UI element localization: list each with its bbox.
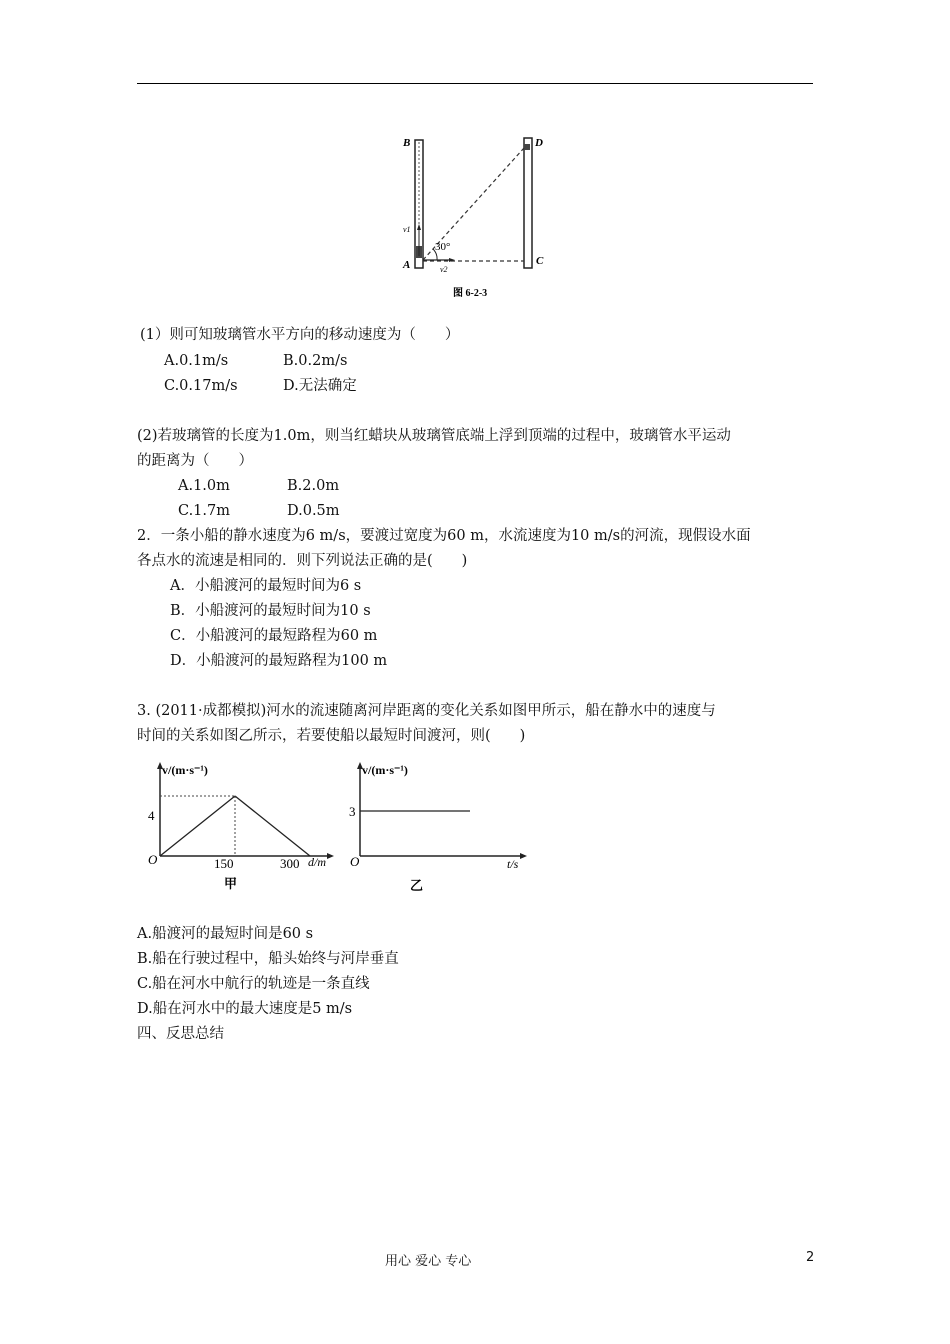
q1-part2-option-c: C.1.7m	[178, 503, 230, 519]
graph-jia-caption: 甲	[224, 876, 238, 891]
graph-yi-ylabel: v/(m·s⁻¹)	[362, 763, 408, 777]
q1-part2-stem-line2: 的距离为（ ）	[137, 453, 253, 469]
header-rule	[137, 83, 813, 84]
graph-jia-y-tick: 4	[148, 808, 155, 823]
graph-yi-xlabel: t/s	[507, 857, 519, 871]
label-v2: v2	[440, 265, 448, 274]
graph-jia-origin: O	[148, 852, 158, 867]
q3-option-a: A.船渡河的最短时间是60 s	[137, 926, 314, 942]
page-number: 2	[806, 1250, 815, 1265]
q1-part1-stem: (1）则可知玻璃管水平方向的移动速度为（ ）	[140, 327, 460, 343]
angle-label: 30°	[435, 241, 451, 253]
graph-yi	[345, 760, 535, 900]
q2-option-d: D．小船渡河的最短路程为100 m	[170, 653, 388, 669]
graph-jia-x-tick-end: 300	[280, 856, 300, 871]
figure-6-2-3	[395, 128, 555, 308]
figure-caption: 图 6-2-3	[453, 288, 488, 299]
graph-yi-origin: O	[350, 854, 360, 869]
q1-part1-option-c: C.0.17m/s	[164, 378, 238, 394]
q2-stem-line1: 2．一条小船的静水速度为6 m/s，要渡过宽度为60 m，水流速度为10 m/s的河流，现假设水面	[137, 528, 751, 544]
q3-option-c: C.船在河水中航行的轨迹是一条直线	[137, 976, 370, 992]
q3-stem-line2: 时间的关系如图乙所示，若要使船以最短时间渡河，则( )	[137, 728, 526, 744]
label-v1: v1	[403, 225, 411, 234]
q3-option-d: D.船在河水中的最大速度是5 m/s	[137, 1001, 353, 1017]
q1-part2-option-b: B.2.0m	[287, 478, 340, 494]
q2-stem-line2: 各点水的流速是相同的．则下列说法正确的是( )	[137, 553, 468, 569]
q1-part1-option-a: A.0.1m/s	[164, 353, 229, 369]
section-4-heading: 四、反思总结	[137, 1026, 224, 1042]
q1-part1-option-b: B.0.2m/s	[283, 353, 348, 369]
label-c: C	[536, 255, 544, 267]
graph-jia-falling-segment	[235, 796, 310, 856]
q1-part2-stem-line1: (2)若玻璃管的长度为1.0m，则当红蜡块从玻璃管底端上浮到顶端的过程中，玻璃管水平运动	[137, 428, 731, 444]
label-a: A	[403, 259, 411, 271]
graph-jia-xlabel: d/m	[308, 855, 326, 869]
graph-yi-caption: 乙	[410, 878, 424, 893]
q1-part1-option-d: D.无法确定	[283, 378, 357, 394]
q3-stem-line1: 3. (2011·成都模拟)河水的流速随离河岸距离的变化关系如图甲所示，船在静水中的速度与	[137, 703, 716, 719]
label-d: D	[535, 137, 543, 149]
graph-yi-y-tick: 3	[349, 804, 356, 819]
graph-jia	[140, 760, 340, 900]
q3-option-b: B.船在行驶过程中，船头始终与河岸垂直	[137, 951, 399, 967]
graph-jia-rising-segment	[160, 796, 235, 856]
label-b: B	[403, 137, 411, 149]
graph-jia-x-tick-mid: 150	[214, 856, 234, 871]
q2-option-a: A．小船渡河的最短时间为6 s	[170, 578, 362, 594]
q2-option-c: C．小船渡河的最短路程为60 m	[170, 628, 378, 644]
q2-option-b: B．小船渡河的最短时间为10 s	[170, 603, 371, 619]
q1-part2-option-a: A.1.0m	[178, 478, 230, 494]
graph-jia-ylabel: v/(m·s⁻¹)	[162, 763, 208, 777]
q1-part2-option-d: D.0.5m	[287, 503, 340, 519]
footer-slogan: 用心 爱心 专心	[385, 1254, 472, 1269]
